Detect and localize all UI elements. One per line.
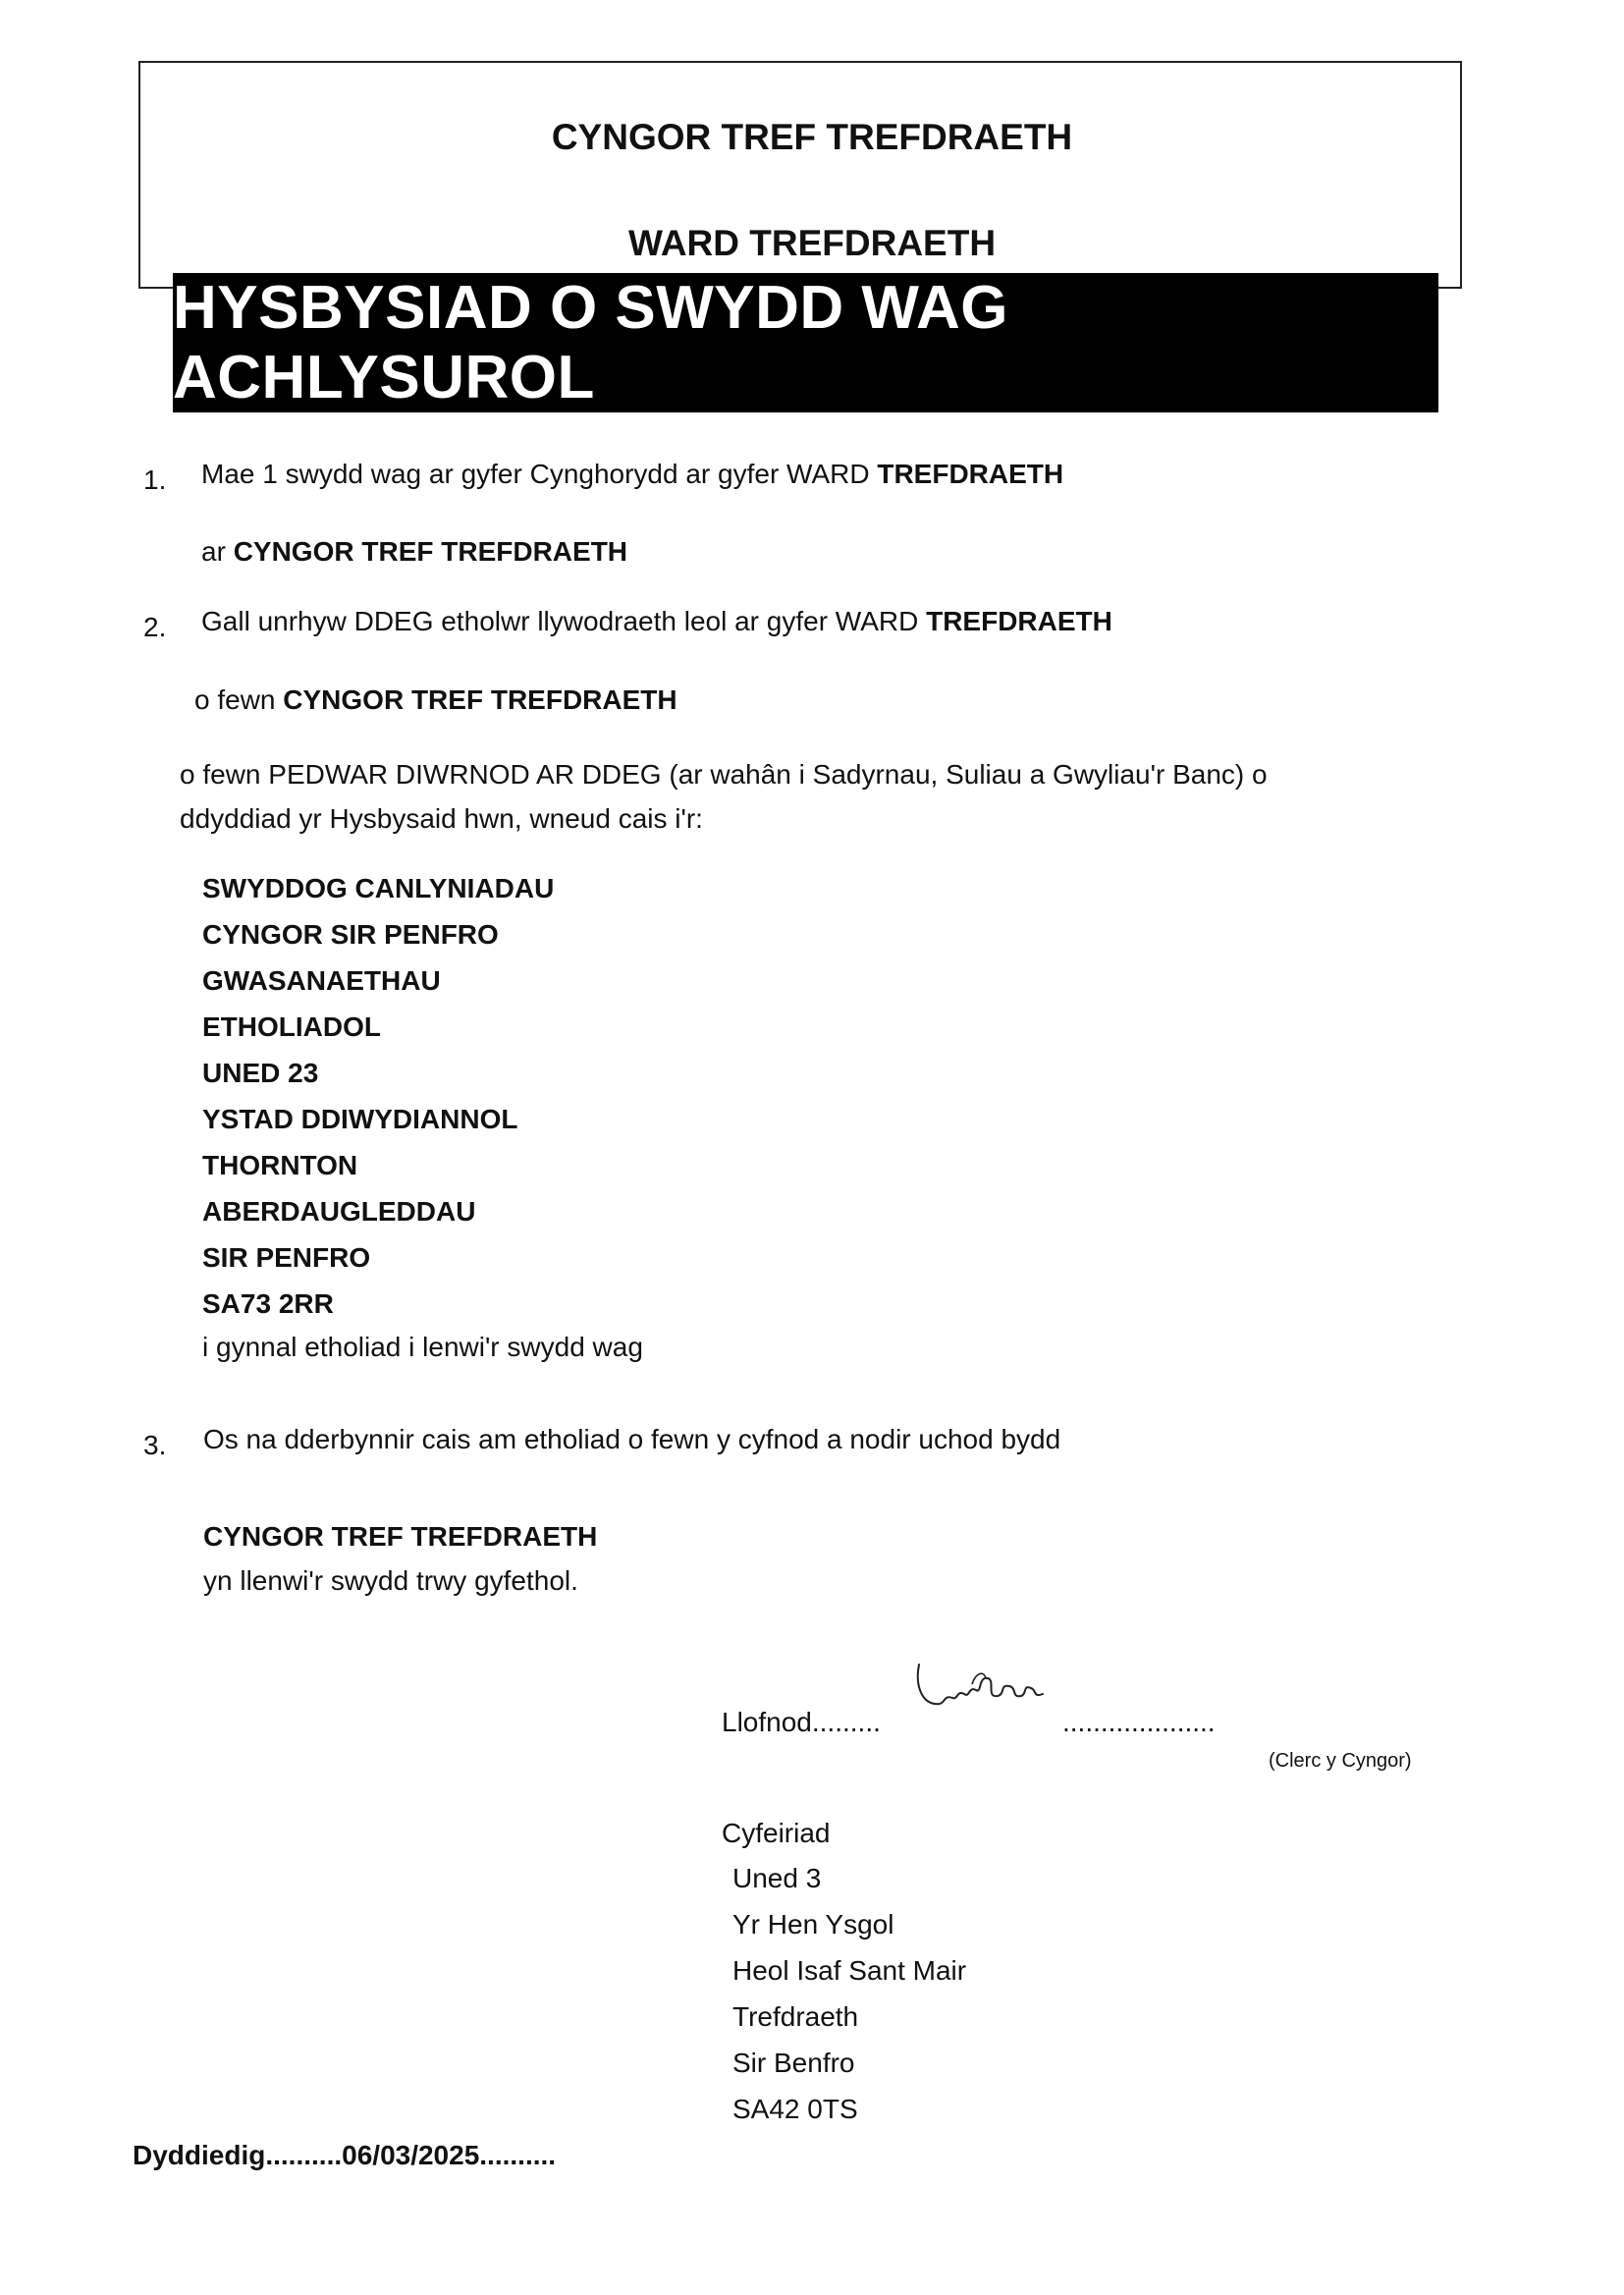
item-1-ward: TREFDRAETH bbox=[877, 459, 1064, 489]
item-1-number: 1. bbox=[143, 464, 167, 495]
address-block-line: Yr Hen Ysgol bbox=[732, 1909, 894, 1940]
address-block-line: Uned 3 bbox=[732, 1863, 822, 1893]
address-block-line: Trefdraeth bbox=[732, 2001, 859, 2032]
notice-title: HYSBYSIAD O SWYDD WAG ACHLYSUROL bbox=[173, 274, 1009, 411]
address-block-line: SA42 0TS bbox=[732, 2094, 858, 2124]
item-1-text: Mae 1 swydd wag ar gyfer Cynghorydd ar gyfer WARD bbox=[201, 459, 878, 489]
item-2-line-2-prefix: o fewn bbox=[194, 684, 284, 715]
item-2-paragraph-line-2: ddyddiad yr Hysbysaid hwn, wneud cais i'r: bbox=[180, 803, 703, 834]
dated-label: Dyddiedig.......... bbox=[133, 2140, 343, 2170]
item-2-number: 2. bbox=[143, 612, 167, 642]
signature-role: (Clerc y Cyngor) bbox=[1269, 1750, 1412, 1772]
address-block-line: Sir Benfro bbox=[732, 2048, 855, 2078]
address-line: SWYDDOG CANLYNIADAU bbox=[202, 873, 555, 903]
signature-label: Llofnod......... bbox=[722, 1707, 881, 1737]
address-heading: Cyfeiriad bbox=[722, 1818, 831, 1848]
item-3-text: Os na dderbynnir cais am etholiad o fewn y cyfnod a nodir uchod bydd bbox=[203, 1424, 1061, 1454]
item-1-line bbox=[201, 458, 1063, 491]
dated-trailing: .......... bbox=[479, 2140, 557, 2170]
item-2-paragraph-line-1: o fewn PEDWAR DIWRNOD AR DDEG (ar wahân i Sadyrnau, Suliau a Gwyliau'r Banc) o bbox=[180, 759, 1268, 790]
item-3-closing: yn llenwi'r swydd trwy gyfethol. bbox=[203, 1565, 578, 1596]
item-2-council: CYNGOR TREF TREFDRAETH bbox=[283, 684, 677, 715]
item-3-number: 3. bbox=[143, 1430, 167, 1460]
address-block-line: Heol Isaf Sant Mair bbox=[732, 1955, 967, 1986]
item-2-line-2 bbox=[194, 683, 677, 717]
address-line: GWASANAETHAU bbox=[202, 965, 441, 996]
address-line: YSTAD DDIWYDIANNOL bbox=[202, 1104, 518, 1134]
item-1-line-2 bbox=[201, 535, 627, 569]
dated-line bbox=[133, 2139, 556, 2172]
item-2-text: Gall unrhyw DDEG etholwr llywodraeth leol ar gyfer WARD bbox=[201, 606, 927, 636]
signature-trailing-dots: .................... bbox=[1062, 1707, 1216, 1737]
header-council-name: CYNGOR TREF TREFDRAETH bbox=[551, 117, 1073, 157]
notice-title-banner bbox=[173, 273, 1438, 412]
address-line: SA73 2RR bbox=[202, 1288, 334, 1319]
item-3-council: CYNGOR TREF TREFDRAETH bbox=[203, 1521, 598, 1552]
item-1-line-2-prefix: ar bbox=[201, 536, 234, 567]
address-line: ABERDAUGLEDDAU bbox=[202, 1196, 476, 1227]
item-2-ward: TREFDRAETH bbox=[926, 606, 1112, 636]
address-line: UNED 23 bbox=[202, 1058, 319, 1088]
address-line: ETHOLIADOL bbox=[202, 1011, 381, 1042]
address-line: THORNTON bbox=[202, 1150, 358, 1180]
address-line: SIR PENFRO bbox=[202, 1242, 371, 1273]
header-ward-name: WARD TREFDRAETH bbox=[627, 223, 997, 263]
item-2-closing: i gynnal etholiad i lenwi'r swydd wag bbox=[202, 1332, 643, 1362]
signature-scrawl bbox=[913, 1655, 1060, 1733]
item-1-council: CYNGOR TREF TREFDRAETH bbox=[233, 536, 628, 567]
item-2-line bbox=[201, 605, 1112, 638]
dated-date: 06/03/2025 bbox=[342, 2140, 480, 2170]
address-line: CYNGOR SIR PENFRO bbox=[202, 919, 499, 950]
